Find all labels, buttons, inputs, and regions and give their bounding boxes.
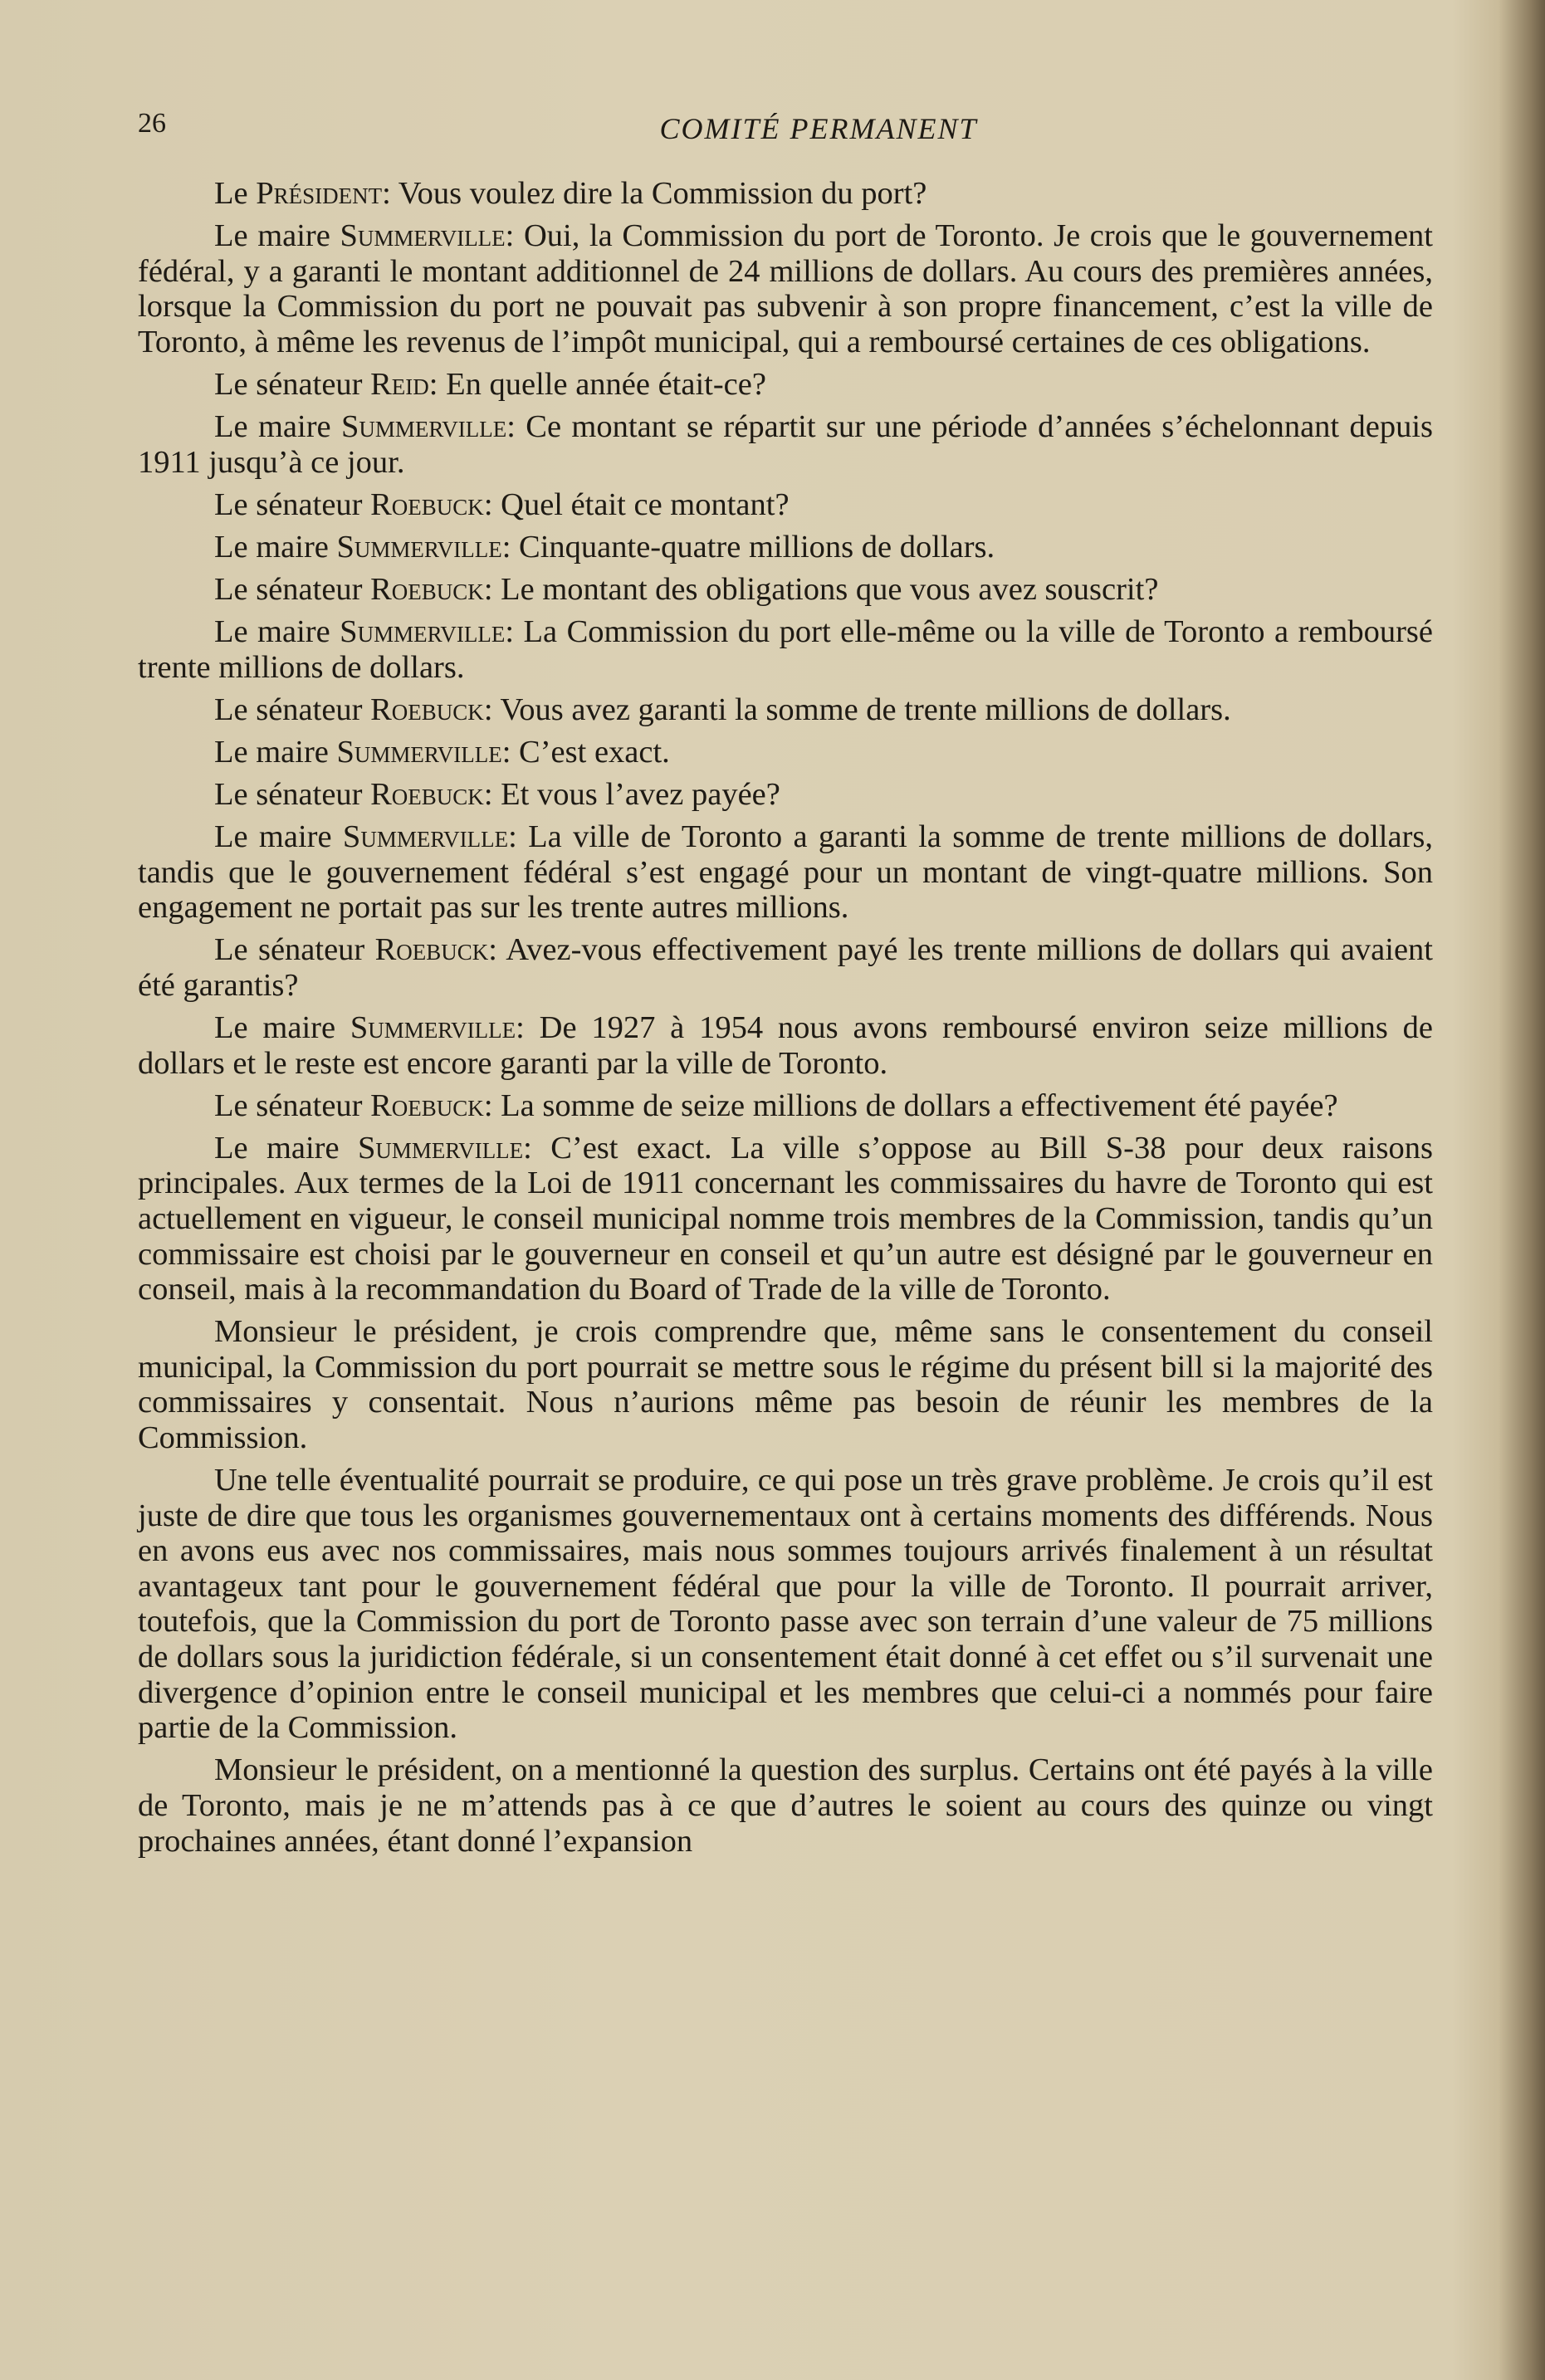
paragraph-text: : Et vous l’avez payée? (483, 776, 780, 812)
speaker-title: Le sénateur (214, 776, 371, 812)
paragraph-text: Une telle éventualité pourrait se produire, ce qui pose un très grave problème. Je crois qu’il est juste de dire que tous les organismes gouvernementaux ont à certains moments des différends. Nous en avons eus avec nos commissaires, mais nous sommes toujours arrivés finalement à un résultat avantageux tant pour le gouvernement fédéral que pour la ville de Toronto. Il pourrait arriver, toutefois, que la Commission du port de Toronto passe avec son terrain d’une valeur de 75 millions de dollars sous la juridiction fédérale, si un consentement était donné à cet effet ou s’il survenait une divergence d’opinion entre le conseil municipal et les membres que celui-ci a nommés pour faire partie de la Commission. (138, 1463, 1433, 1746)
speaker-title: Le sénateur (214, 692, 371, 727)
transcript-paragraph (138, 1088, 1433, 1124)
page-header (138, 108, 1433, 149)
paragraph-text: : La somme de seize millions de dollars a effectivement été payée? (483, 1087, 1338, 1123)
running-title: COMITÉ PERMANENT (659, 112, 978, 145)
speaker-name: Summerville (350, 1009, 516, 1045)
transcript-paragraph (138, 572, 1433, 608)
speaker-name: Summerville (340, 218, 506, 254)
paragraph-text: : Cinquante-quatre millions de dollars. (501, 529, 995, 564)
speaker-name: Summerville (357, 1130, 524, 1166)
paragraph-text: : Oui, la Commission du port de Toronto. Je crois que le gouvernement fédéral, y a garanti le montant additionnel de 24 millions de dollars. Au cours des premières années, lorsque la Commission du port ne pouvait pas subvenir à son propre financement, c’est la ville de Toronto, à même les revenus de l’impôt municipal, qui a remboursé certaines de ces obligations. (138, 218, 1433, 359)
transcript-paragraph (138, 409, 1433, 480)
speaker-name: Summerville (340, 409, 507, 445)
transcript-paragraph (138, 367, 1433, 403)
transcript-paragraph (138, 614, 1433, 685)
speaker-title: Le sénateur (214, 1087, 371, 1123)
paragraph-text: Monsieur le président, je crois comprendre que, même sans le consentement du conseil municipal, la Commission du port pourrait se mettre sous le régime du présent bill si la majorité des commissaires y consentait. Nous n’aurions même pas besoin de réunir les membres de la Commission. (138, 1314, 1433, 1455)
speaker-title: Le maire (214, 614, 340, 650)
paragraph-text: : De 1927 à 1954 nous avons remboursé environ seize millions de dollars et le reste est encore garanti par la ville de Toronto. (138, 1009, 1433, 1081)
speaker-name: Reid (370, 366, 429, 402)
speaker-title: Le maire (214, 1009, 350, 1045)
speaker-title: Le (214, 176, 257, 211)
transcript-paragraph (138, 530, 1433, 565)
paragraph-text: : Le montant des obligations que vous avez souscrit? (483, 571, 1159, 607)
speaker-title: Le sénateur (214, 486, 371, 522)
speaker-name: Roebuck (370, 776, 484, 812)
paragraph-text: : Avez-vous effectivement payé les trente millions de dollars qui avaient été garantis? (138, 932, 1433, 1003)
transcript-paragraph (138, 735, 1433, 770)
speaker-title: Le maire (214, 1130, 358, 1166)
transcript-body (138, 176, 1433, 1866)
transcript-paragraph (138, 1752, 1433, 1859)
speaker-title: Le maire (214, 819, 343, 854)
speaker-name: Roebuck (370, 486, 484, 522)
transcript-paragraph (138, 1131, 1433, 1307)
transcript-paragraph (138, 176, 1433, 212)
transcript-paragraph (138, 692, 1433, 728)
paragraph-text: Monsieur le président, on a mentionné la question des surplus. Certains ont été payés à la ville de Toronto, mais je ne m’attends pas à ce que d’autres le soient au cours des quinze ou vingt prochaines années, étant donné l’expansion (138, 1752, 1433, 1859)
paragraph-text: : La ville de Toronto a garanti la somme de trente millions de dollars, tandis que le gouvernement fédéral s’est engagé pour un montant de vingt-quatre millions. Son engagement ne portait pas sur les trente autres millions. (138, 819, 1434, 926)
transcript-paragraph (138, 777, 1433, 813)
paragraph-text: : Vous avez garanti la somme de trente millions de dollars. (483, 692, 1231, 727)
speaker-name: Summerville (336, 529, 502, 564)
speaker-title: Le sénateur (214, 571, 371, 607)
speaker-name: Roebuck (374, 932, 489, 968)
speaker-title: Le maire (214, 409, 341, 445)
speaker-title: Le sénateur (214, 932, 375, 968)
speaker-name: Roebuck (370, 692, 484, 727)
paragraph-text: : C’est exact. La ville s’oppose au Bill S-38 pour deux raisons principales. Aux termes de la Loi de 1911 concernant les commissaires du havre de Toronto qui est actuellement en vigueur, le conseil municipal nomme trois membres de la Commission, tandis qu’un commissaire est choisi par le gouverneur en conseil et qu’un autre est désigné par le gouverneur en conseil, mais à la recommandation du Board of Trade de la ville de Toronto. (138, 1130, 1433, 1307)
paragraph-text: : Vous voulez dire la Commission du port? (382, 176, 927, 211)
speaker-name: Roebuck (370, 1087, 484, 1123)
transcript-paragraph (138, 932, 1433, 1003)
paragraph-text: : En quelle année était-ce? (428, 366, 766, 402)
paragraph-text: : Ce montant se répartit sur une période d’années s’échelonnant depuis 1911 jusqu’à ce jour. (138, 409, 1433, 480)
transcript-paragraph (138, 819, 1433, 926)
speaker-name: Président (256, 176, 383, 211)
speaker-title: Le maire (214, 529, 337, 564)
speaker-name: Summerville (340, 614, 506, 650)
transcript-paragraph (138, 1314, 1433, 1455)
speaker-title: Le sénateur (214, 366, 371, 402)
paragraph-text: : C’est exact. (501, 734, 670, 770)
speaker-name: Roebuck (370, 571, 484, 607)
speaker-title: Le maire (214, 218, 340, 254)
paragraph-text: : Quel était ce montant? (483, 486, 790, 522)
paragraph-text: : La Commission du port elle-même ou la ville de Toronto a remboursé trente millions de dollars. (138, 614, 1434, 685)
speaker-name: Summerville (336, 734, 502, 770)
transcript-paragraph (138, 1010, 1433, 1081)
speaker-title: Le maire (214, 734, 337, 770)
speaker-name: Summerville (342, 819, 509, 854)
transcript-paragraph (138, 487, 1433, 523)
transcript-paragraph (138, 1463, 1433, 1746)
page-number: 26 (138, 108, 166, 139)
transcript-paragraph (138, 218, 1433, 359)
